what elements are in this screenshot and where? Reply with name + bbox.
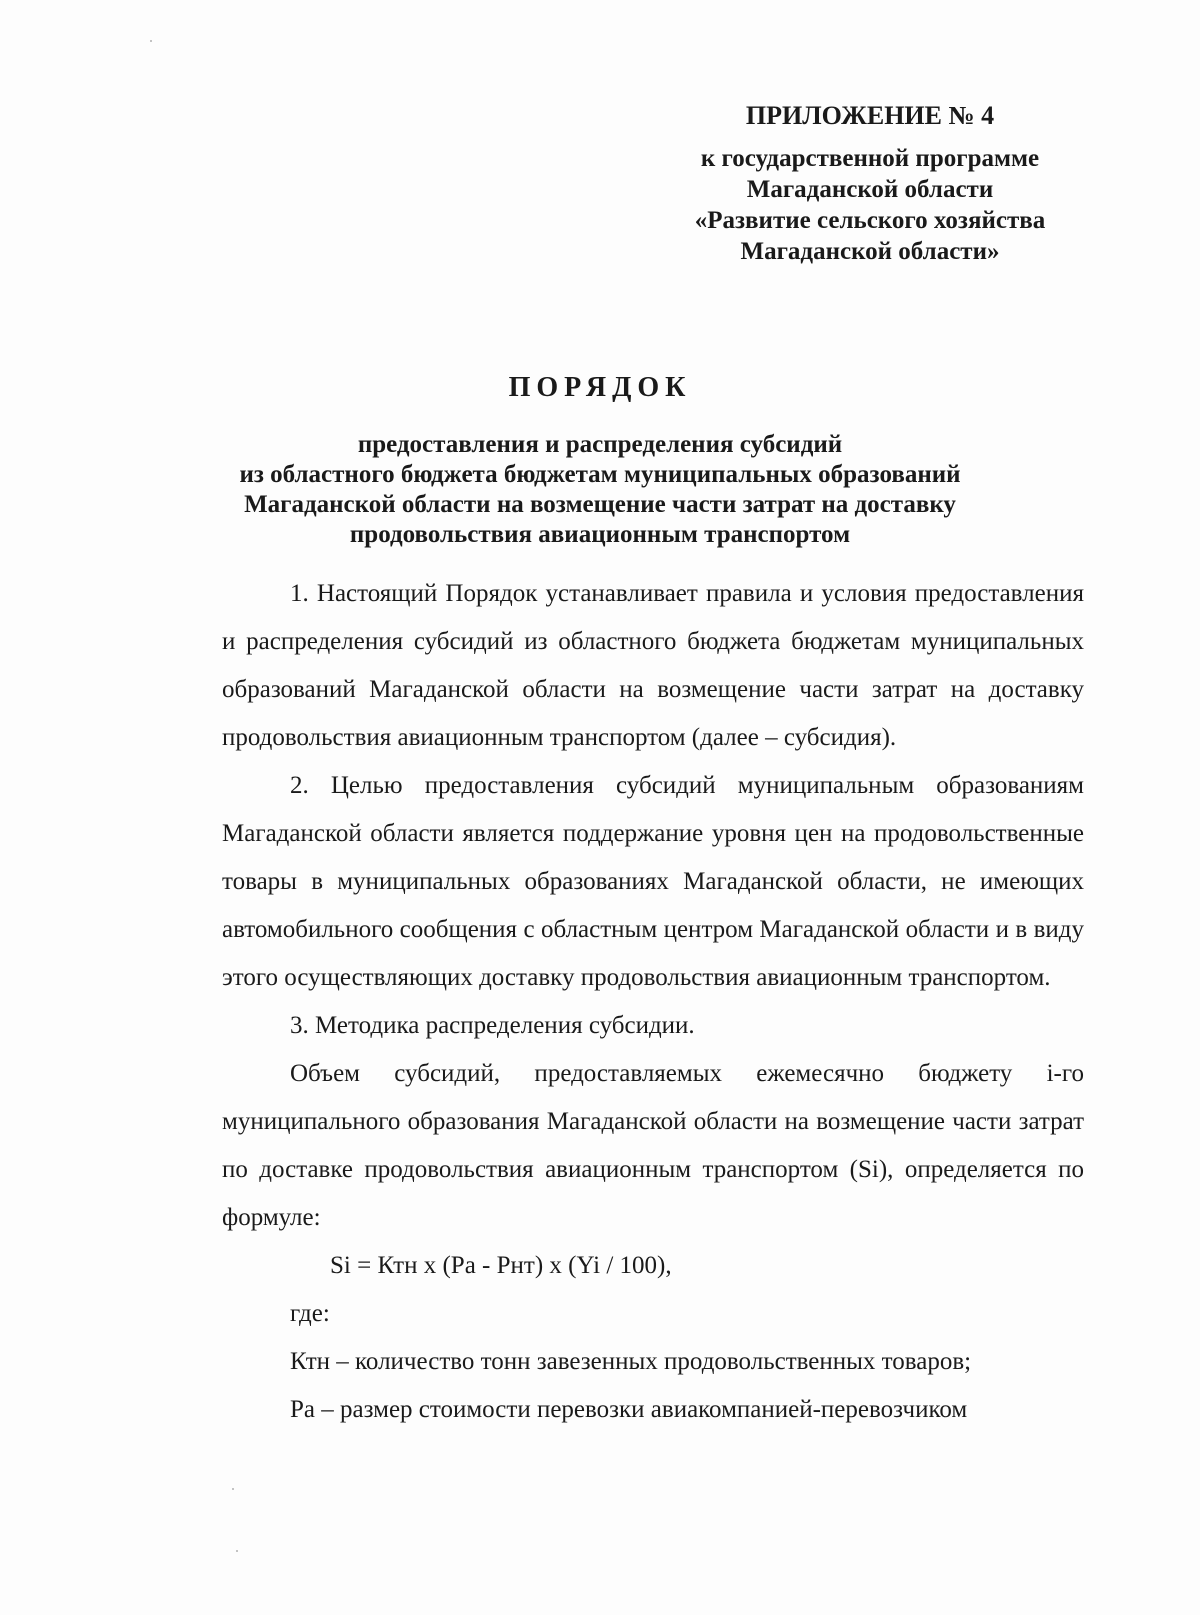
paragraph-1: 1. Настоящий Порядок устанавливает правила и условия предоставления и распределения субсидий из областного бюджета бюджетам муниципальных образований Магаданской области на возмещение части затрат на доставку продовольствия авиационным транспортом (далее – субсидия).: [222, 580, 1084, 751]
paragraph-4: Объем субсидий, предоставляемых ежемесячно бюджету i-го муниципального образования Магаданской области на возмещение части затрат по доставке продовольствия авиационным транспортом (Si), определяется по формуле:: [222, 1060, 1084, 1231]
document-heading: [160, 372, 1040, 550]
scan-speck: [150, 40, 152, 42]
appendix-block: [660, 100, 1080, 267]
subsidy-formula: Si = Ктн х (Ра - Рнт) х (Yi / 100),: [330, 1252, 672, 1279]
appendix-line: «Развитие сельского хозяйства: [694, 207, 1046, 234]
document-body: [222, 570, 1084, 1434]
document-subtitle-line: Магаданской области на возмещение части затрат на доставку: [244, 491, 956, 518]
appendix-title: ПРИЛОЖЕНИЕ № 4: [745, 101, 995, 130]
definition-ra: Ра – размер стоимости перевозки авиакомпанией-перевозчиком: [290, 1396, 968, 1423]
paragraph-3: 3. Методика распределения субсидии.: [290, 1012, 695, 1039]
appendix-line: Магаданской области»: [740, 238, 1000, 265]
scan-speck: [232, 1488, 234, 1490]
appendix-line: к государственной программе: [700, 145, 1040, 172]
document-title: ПОРЯДОК: [508, 372, 692, 403]
paragraph-2: 2. Целью предоставления субсидий муниципальным образованиям Магаданской области является поддержание уровня цен на продовольственные товары в муниципальных образованиях Магаданской области, не имеющих автомобильного сообщения с областным центром Магаданской области и в виду этого осуществляющих доставку продовольствия авиационным транспортом.: [222, 772, 1084, 991]
document-subtitle-line: из областного бюджета бюджетам муниципальных образований: [239, 461, 961, 488]
appendix-line: Магаданской области: [746, 176, 994, 203]
document-subtitle-line: продовольствия авиационным транспортом: [349, 521, 851, 548]
document-subtitle-line: предоставления и распределения субсидий: [357, 431, 843, 458]
scan-speck: [236, 1550, 238, 1552]
definition-ktn: Ктн – количество тонн завезенных продовольственных товаров;: [290, 1348, 972, 1375]
where-label: где:: [290, 1300, 330, 1327]
